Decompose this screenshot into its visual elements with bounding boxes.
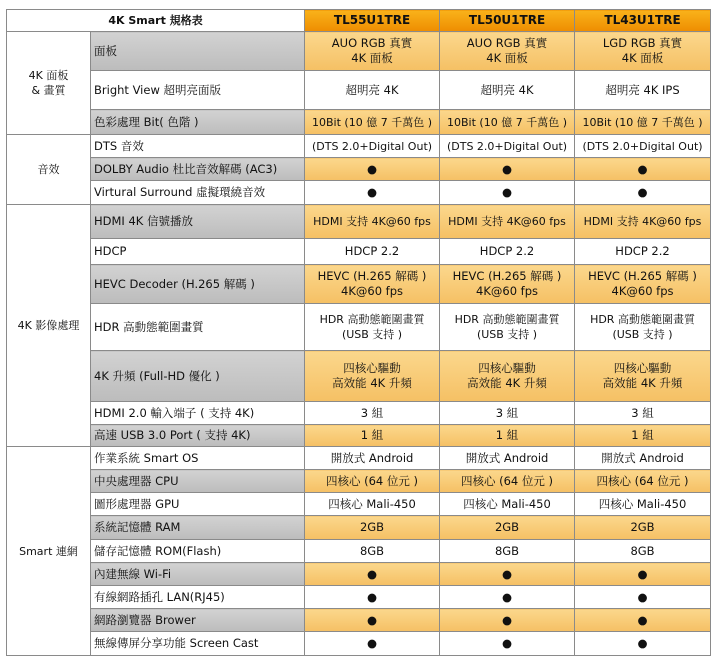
table-row (7, 265, 711, 304)
feature-supported-dot: ● (575, 609, 711, 632)
table-row (7, 71, 711, 110)
spec-cell: 開放式 Android (440, 447, 575, 470)
feature-supported-dot: ● (575, 158, 711, 181)
feature-label: DOLBY Audio 杜比音效解碼 (AC3) (91, 158, 305, 181)
spec-cell: 2GB (440, 516, 575, 540)
table-row (7, 447, 711, 470)
spec-cell: 8GB (575, 540, 711, 563)
feature-label: 無線傳屏分享功能 Screen Cast (91, 632, 305, 656)
feature-supported-dot: ● (575, 563, 711, 586)
table-row (7, 158, 711, 181)
feature-supported-dot: ● (305, 586, 440, 609)
feature-label: 面板 (91, 32, 305, 71)
spec-cell: HDCP 2.2 (440, 239, 575, 265)
spec-cell: HDR 高動態範圍畫質 (USB 支持 ) (440, 304, 575, 351)
spec-cell: 四核心 Mali-450 (440, 493, 575, 516)
spec-cell: HEVC (H.265 解碼 ) 4K@60 fps (575, 265, 711, 304)
spec-cell: 2GB (575, 516, 711, 540)
table-row (7, 304, 711, 351)
spec-cell: HDMI 支持 4K@60 fps (575, 205, 711, 239)
feature-label: DTS 音效 (91, 135, 305, 158)
spec-cell: 四核心驅動 高效能 4K 升頻 (440, 351, 575, 402)
feature-supported-dot: ● (440, 181, 575, 205)
spec-cell: HDMI 支持 4K@60 fps (305, 205, 440, 239)
feature-supported-dot: ● (440, 563, 575, 586)
spec-cell: 1 組 (305, 425, 440, 447)
model-header-3: TL43U1TRE (575, 10, 711, 32)
spec-cell: 10Bit (10 億 7 千萬色 ) (575, 110, 711, 135)
spec-cell: 四核心 Mali-450 (575, 493, 711, 516)
feature-supported-dot: ● (305, 158, 440, 181)
header-row (7, 10, 711, 32)
spec-cell: 1 組 (575, 425, 711, 447)
feature-label: 作業系統 Smart OS (91, 447, 305, 470)
table-title: 4K Smart 規格表 (7, 10, 305, 32)
table-row (7, 609, 711, 632)
table-row (7, 239, 711, 265)
table-row (7, 563, 711, 586)
spec-cell: 超明亮 4K (440, 71, 575, 110)
feature-label: HDR 高動態範圍畫質 (91, 304, 305, 351)
spec-cell: 四核心 (64 位元 ) (305, 470, 440, 493)
spec-cell: (DTS 2.0+Digital Out) (440, 135, 575, 158)
table-row (7, 205, 711, 239)
feature-label: 內建無線 Wi-Fi (91, 563, 305, 586)
feature-label: 有線網路插孔 LAN(RJ45) (91, 586, 305, 609)
table-row (7, 425, 711, 447)
feature-supported-dot: ● (305, 632, 440, 656)
spec-table (6, 9, 711, 656)
feature-label: 4K 升頻 (Full-HD 優化 ) (91, 351, 305, 402)
table-row (7, 181, 711, 205)
feature-label: Bright View 超明亮面版 (91, 71, 305, 110)
spec-cell: HDMI 支持 4K@60 fps (440, 205, 575, 239)
feature-supported-dot: ● (575, 632, 711, 656)
table-row (7, 110, 711, 135)
spec-cell: (DTS 2.0+Digital Out) (305, 135, 440, 158)
spec-cell: HEVC (H.265 解碼 ) 4K@60 fps (440, 265, 575, 304)
feature-supported-dot: ● (440, 158, 575, 181)
feature-label: 色彩處理 Bit( 色階 ) (91, 110, 305, 135)
spec-cell: LGD RGB 真實 4K 面板 (575, 32, 711, 71)
table-row (7, 351, 711, 402)
table-row (7, 586, 711, 609)
feature-label: 高速 USB 3.0 Port ( 支持 4K) (91, 425, 305, 447)
feature-label: 網路瀏覽器 Brower (91, 609, 305, 632)
table-row (7, 632, 711, 656)
feature-supported-dot: ● (575, 181, 711, 205)
feature-supported-dot: ● (305, 563, 440, 586)
spec-cell: 四核心 (64 位元 ) (440, 470, 575, 493)
spec-cell: 四核心驅動 高效能 4K 升頻 (305, 351, 440, 402)
spec-cell: AUO RGB 真實 4K 面板 (305, 32, 440, 71)
feature-label: Virtural Surround 虛擬環繞音效 (91, 181, 305, 205)
spec-cell: 開放式 Android (575, 447, 711, 470)
feature-label: HDMI 4K 信號播放 (91, 205, 305, 239)
spec-cell: 四核心 Mali-450 (305, 493, 440, 516)
category-audio: 音效 (7, 135, 91, 205)
feature-label: 中央處理器 CPU (91, 470, 305, 493)
model-header-1: TL55U1TRE (305, 10, 440, 32)
spec-cell: AUO RGB 真實 4K 面板 (440, 32, 575, 71)
feature-supported-dot: ● (440, 632, 575, 656)
spec-cell: 10Bit (10 億 7 千萬色 ) (305, 110, 440, 135)
category-display: 4K 面板 & 畫質 (7, 32, 91, 135)
spec-cell: 2GB (305, 516, 440, 540)
feature-label: 儲存記憶體 ROM(Flash) (91, 540, 305, 563)
table-row (7, 32, 711, 71)
spec-cell: 開放式 Android (305, 447, 440, 470)
table-row (7, 493, 711, 516)
feature-label: 圖形處理器 GPU (91, 493, 305, 516)
feature-label: HDMI 2.0 輸入端子 ( 支持 4K) (91, 402, 305, 425)
spec-cell: 1 組 (440, 425, 575, 447)
spec-cell: 8GB (305, 540, 440, 563)
spec-cell: 10Bit (10 億 7 千萬色 ) (440, 110, 575, 135)
feature-label: HDCP (91, 239, 305, 265)
feature-label: 系統記憶體 RAM (91, 516, 305, 540)
spec-cell: HEVC (H.265 解碼 ) 4K@60 fps (305, 265, 440, 304)
feature-label: HEVC Decoder (H.265 解碼 ) (91, 265, 305, 304)
feature-supported-dot: ● (305, 181, 440, 205)
spec-cell: HDCP 2.2 (305, 239, 440, 265)
spec-cell: 3 組 (575, 402, 711, 425)
spec-cell: 8GB (440, 540, 575, 563)
feature-supported-dot: ● (440, 609, 575, 632)
spec-cell: 超明亮 4K IPS (575, 71, 711, 110)
spec-cell: 四核心驅動 高效能 4K 升頻 (575, 351, 711, 402)
table-row (7, 516, 711, 540)
feature-supported-dot: ● (440, 586, 575, 609)
table-row (7, 470, 711, 493)
table-row (7, 135, 711, 158)
feature-supported-dot: ● (575, 586, 711, 609)
spec-cell: 四核心 (64 位元 ) (575, 470, 711, 493)
spec-cell: HDR 高動態範圍畫質 (USB 支持 ) (575, 304, 711, 351)
spec-cell: HDCP 2.2 (575, 239, 711, 265)
spec-cell: (DTS 2.0+Digital Out) (575, 135, 711, 158)
category-smart: Smart 連網 (7, 447, 91, 656)
spec-cell: 3 組 (440, 402, 575, 425)
model-header-2: TL50U1TRE (440, 10, 575, 32)
spec-cell: HDR 高動態範圍畫質 (USB 支持 ) (305, 304, 440, 351)
spec-cell: 3 組 (305, 402, 440, 425)
table-row (7, 540, 711, 563)
table-row (7, 402, 711, 425)
category-processing: 4K 影像處理 (7, 205, 91, 447)
feature-supported-dot: ● (305, 609, 440, 632)
spec-cell: 超明亮 4K (305, 71, 440, 110)
